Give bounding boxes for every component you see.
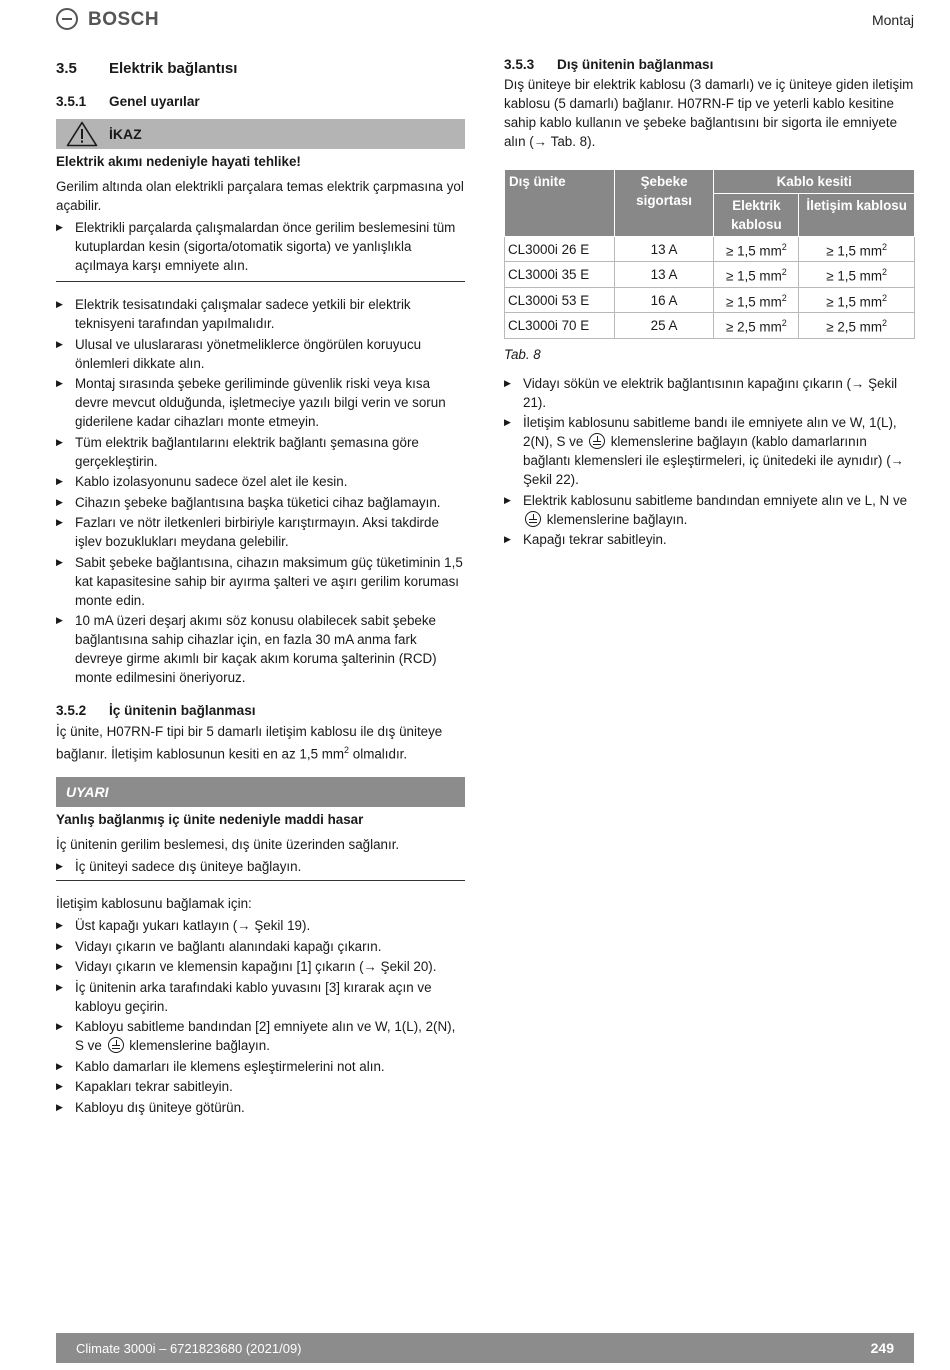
indoor-connection-text: İç ünite, H07RN-F tipi bir 5 damarlı iletişim kablosu ile dış üniteye bağlanır. İletişim kablosunun kesiti en az 1,5 $mm^2$ olmalıdır.	[56, 724, 443, 762]
list-item: ▶ Kabloyu sabitleme bandından [2] emniyete alın ve W, 1(L), 2(N), S ve klemenslerine bağlayın.	[56, 1017, 465, 1055]
column-header-fuse: Şebeke sigortası	[614, 170, 714, 237]
outdoor-bullets	[504, 374, 915, 550]
column-header-power-cable: Elektrik kablosu	[714, 194, 799, 237]
table-row: CL3000i 26 E 13 A ≥ 1,5 $mm^2$ ≥ 1,5 $mm^2$	[505, 237, 915, 262]
notice-banner	[56, 777, 465, 807]
connect-bullets	[56, 916, 465, 1117]
list-item: ▶ İç ünitenin arka tarafındaki kablo yuvasını [3] kırarak açın ve kabloyu geçirin.	[56, 978, 465, 1016]
general-bullets	[56, 295, 465, 687]
notice-title: Yanlış bağlanmış iç ünite nedeniyle maddi hasar	[56, 812, 364, 828]
list-item: ▶ Kablo izolasyonunu sadece özel alet ile kesin.	[56, 472, 465, 491]
list-item: ▶ 10 mA üzeri deşarj akımı söz konusu olabilecek sabit şebeke bağlantısına sahip cihazlar için, en fazla 30 mA anma fark devreye girme akımlı bir kaçak akım koruma şalterinin (RCD) monte edilmesini öneriyoruz.	[56, 611, 465, 687]
list-item: ▶ Cihazın şebeke bağlantısına başka tüketici cihaz bağlamayın.	[56, 493, 465, 512]
section-heading-3-5-1: 3.5.1 Genel uyarılar	[56, 94, 200, 109]
right-column	[504, 55, 915, 551]
table-row: CL3000i 70 E 25 A ≥ 2,5 $mm^2$ ≥ 2,5 $mm^2$	[505, 313, 915, 338]
list-item: ▶ Kapakları tekrar sabitleyin.	[56, 1077, 465, 1096]
list-item: ▶ Kapağı tekrar sabitleyin.	[504, 530, 915, 549]
brand-logo	[56, 8, 159, 30]
list-item: ▶ Elektrikli parçalarda çalışmalardan önce gerilim beslemesini tüm kutuplardan kesin (sigorta/otomatik sigorta) ve yanlışlıkla açılmaya karşı emniyete alın.	[56, 218, 465, 275]
list-item: ▶ İletişim kablosunu sabitleme bandı ile emniyete alın ve W, 1(L), 2(N), S ve klemenslerine bağlayın (kablo damarlarının bağlantı klemensleri ile eşleştirmeleri, iç ünitedeki ile aynıdır) (→ Şekil 22).	[504, 413, 915, 489]
connect-intro: İletişim kablosunu bağlamak için:	[56, 896, 252, 912]
table-row: CL3000i 35 E 13 A ≥ 1,5 $mm^2$ ≥ 1,5 $mm^2$	[505, 262, 915, 287]
column-header-unit: Dış ünite	[505, 170, 615, 237]
ground-symbol-icon	[108, 1037, 124, 1053]
list-item: ▶ Tüm elektrik bağlantılarını elektrik bağlantı şemasına göre gerçekleştirin.	[56, 433, 465, 471]
warning-triangle-icon	[66, 121, 98, 147]
notice-bullets	[56, 857, 465, 876]
list-item: ▶ Üst kapağı yukarı katlayın (→ Şekil 19).	[56, 916, 465, 935]
list-item: ▶ Kablo damarları ile klemens eşleştirmelerini not alın.	[56, 1057, 465, 1076]
warning-banner	[56, 119, 465, 149]
list-item: ▶ Elektrik tesisatındaki çalışmalar sadece yetkili bir elektrik teknisyeni tarafından yapılmalıdır.	[56, 295, 465, 333]
section-heading-3-5: 3.5 Elektrik bağlantısı	[56, 60, 238, 77]
table-caption: Tab. 8	[504, 346, 541, 362]
brand-name: BOSCH	[88, 8, 160, 30]
notice-label: UYARI	[66, 783, 109, 800]
list-item: ▶ İç üniteyi sadece dış üniteye bağlayın.	[56, 857, 465, 876]
list-item: ▶ Vidayı sökün ve elektrik bağlantısının kapağını çıkarın (→ Şekil 21).	[504, 374, 915, 412]
list-item: ▶ Kabloyu dış üniteye götürün.	[56, 1098, 465, 1117]
cable-spec-table	[504, 169, 915, 339]
document-reference: Climate 3000i – 6721823680 (2021/09)	[76, 1340, 302, 1356]
list-item: ▶ Vidayı çıkarın ve klemensin kapağını [1] çıkarın (→ Şekil 20).	[56, 957, 465, 976]
list-item: ▶ Fazları ve nötr iletkenleri birbiriyle karıştırmayın. Aksi takdirde işlev bozuklukları meydana gelebilir.	[56, 513, 465, 551]
page-footer	[56, 1333, 914, 1363]
page-number: 249	[870, 1339, 894, 1356]
notice-text: İç ünitenin gerilim beslemesi, dış ünite üzerinden sağlanır.	[56, 837, 400, 853]
list-item: ▶ Montaj sırasında şebeke geriliminde güvenlik riski veya kısa devre mevcut olduğunda, işletmeciye yazılı bilgi verin ve sorun giderilene kadar cihazları monte etmeyin.	[56, 374, 465, 431]
section-heading-3-5-2: 3.5.2 İç ünitenin bağlanması	[56, 703, 256, 718]
outdoor-intro: Dış üniteye bir elektrik kablosu (3 damarlı) ve iç üniteye giden iletişim kablosu (5 damarlı) bağlanır. H07RN-F tip ve yeterli kablo kesitine sahip kablo kullanın ve şebeke bağlantısını bir sigorta ile emniyete alın (→ Tab. 8).	[504, 77, 914, 149]
running-header: Montaj	[871, 12, 914, 28]
warning-bullets	[56, 218, 465, 275]
table-row: CL3000i 53 E 16 A ≥ 1,5 $mm^2$ ≥ 1,5 $mm^2$	[505, 287, 915, 312]
warning-title: Elektrik akımı nedeniyle hayati tehlike!	[56, 154, 301, 169]
list-item: ▶ Sabit şebeke bağlantısına, cihazın maksimum güç tüketiminin 1,5 kat kapasitesine sahip bir ayırma şalteri ve aşırı gerilim koruması monte edin.	[56, 553, 465, 610]
warning-divider	[56, 281, 465, 282]
warning-text: Gerilim altında olan elektrikli parçalara temas elektrik çarpmasına yol açabilir.	[56, 179, 464, 213]
section-heading-3-5-3: 3.5.3 Dış ünitenin bağlanması	[504, 57, 714, 72]
bosch-armature-icon	[56, 8, 78, 30]
notice-divider	[56, 880, 465, 881]
ground-symbol-icon	[525, 511, 541, 527]
column-header-cross-section: Kablo kesiti	[714, 170, 915, 194]
column-header-comm-cable: İletişim kablosu	[799, 194, 915, 237]
list-item: ▶ Elektrik kablosunu sabitleme bandından emniyete alın ve L, N ve klemenslerine bağlayın.	[504, 491, 915, 529]
list-item: ▶ Vidayı çıkarın ve bağlantı alanındaki kapağı çıkarın.	[56, 937, 465, 956]
list-item: ▶ Ulusal ve uluslararası yönetmeliklerce öngörülen koruyucu önlemleri dikkate alın.	[56, 335, 465, 373]
left-column	[56, 55, 465, 1118]
warning-label: İKAZ	[109, 125, 142, 142]
ground-symbol-icon	[589, 433, 605, 449]
